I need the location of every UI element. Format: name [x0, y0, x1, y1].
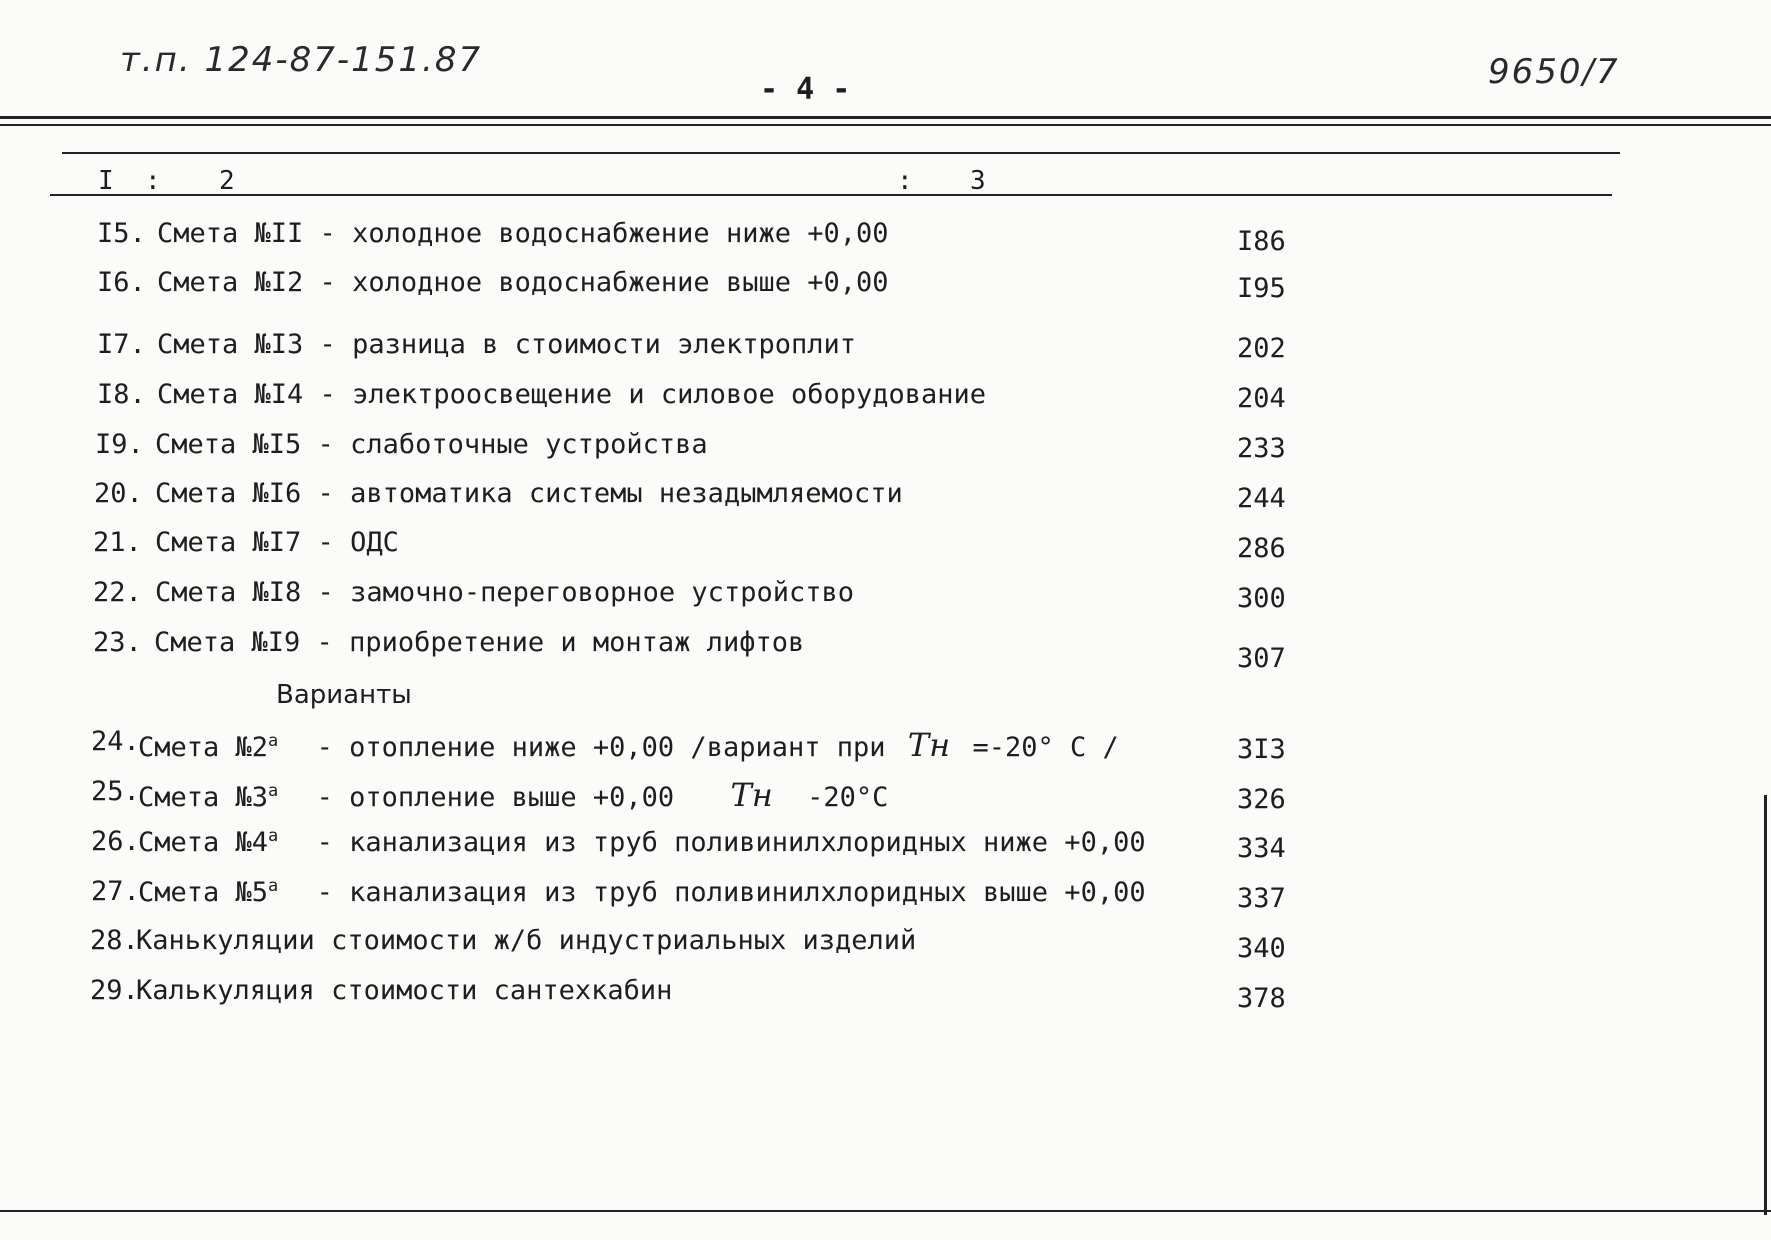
inventory-number: 9650/7 [1488, 52, 1620, 92]
item-title: Смета №I9 - приобретение и монтаж лифтов [154, 627, 805, 658]
item-page: I95 [1237, 273, 1286, 304]
item-number: 24. [91, 726, 140, 757]
item-title: Канькуляции стоимости ж/б индустриальных изделий [136, 925, 917, 956]
item-number: 22. [93, 577, 142, 608]
item-page: 300 [1237, 583, 1286, 614]
temperature-symbol: Tн [907, 726, 951, 764]
estimate-text: - канализация из труб поливинилхлоридных ниже +0,00 [316, 827, 1146, 858]
list-item [0, 267, 1771, 311]
item-title: Смета №I3 - разница в стоимости электроплит [157, 329, 856, 360]
list-item [0, 329, 1771, 373]
list-item [0, 527, 1771, 571]
column-separator: : [145, 166, 161, 196]
list-item [0, 627, 1771, 674]
item-number: 25. [91, 776, 140, 807]
column-header-rule [50, 194, 1612, 196]
item-title [138, 826, 1146, 858]
estimate-head: Смета №4 [138, 827, 269, 858]
page-number: - 4 - [760, 72, 851, 107]
list-item [0, 876, 1771, 920]
item-title: Смета №I7 - ОДС [155, 527, 399, 558]
estimate-head: Смета №2 [138, 732, 269, 763]
page-bottom-rule [0, 1210, 1771, 1212]
column-3-label: 3 [970, 166, 986, 196]
list-item [0, 975, 1771, 1019]
item-title: Смета №I4 - электроосвещение и силовое оборудование [157, 379, 987, 410]
list-item [0, 478, 1771, 522]
item-number: 26. [91, 826, 140, 857]
item-page: 202 [1237, 333, 1286, 364]
top-rule-double-2 [0, 124, 1771, 126]
superscript-a: а [268, 781, 279, 801]
list-item [0, 218, 1771, 262]
estimate-tail: =-20° С / [972, 732, 1119, 763]
column-separator: : [897, 166, 913, 196]
estimate-text: - отопление выше +0,00 [316, 782, 675, 813]
list-item [0, 379, 1771, 423]
list-item [0, 726, 1771, 770]
superscript-a: а [268, 826, 279, 846]
column-1-label: I [98, 166, 114, 196]
list-item [0, 925, 1771, 969]
estimate-tail: -20°С [807, 782, 889, 813]
list-item [0, 429, 1771, 473]
item-number: 20. [94, 478, 143, 509]
list-item [0, 776, 1771, 820]
item-number: I6. [97, 267, 146, 298]
item-page: 204 [1237, 383, 1286, 414]
item-page: 244 [1237, 483, 1286, 514]
item-page: 233 [1237, 433, 1286, 464]
item-number: 28. [90, 925, 139, 956]
item-title: Смета №I5 - слаботочные устройства [155, 429, 708, 460]
top-rule-double [0, 116, 1771, 119]
item-page: I86 [1237, 226, 1286, 257]
item-title: Смета №I8 - замочно-переговорное устройство [155, 577, 854, 608]
item-number: I8. [97, 379, 146, 410]
temperature-symbol: Tн [730, 776, 773, 814]
item-page: 378 [1237, 983, 1286, 1014]
item-number: I9. [95, 429, 144, 460]
estimate-text: - отопление ниже +0,00 /вариант при [316, 732, 886, 763]
item-page: 307 [1237, 643, 1286, 674]
item-page: 286 [1237, 533, 1286, 564]
table-top-rule [62, 152, 1620, 154]
list-item [0, 577, 1771, 621]
item-number: I7. [97, 329, 146, 360]
item-page: 326 [1237, 784, 1286, 815]
item-number: 21. [93, 527, 142, 558]
item-title: Смета №I2 - холодное водоснабжение выше +0,00 [157, 267, 889, 298]
item-page: 334 [1237, 833, 1286, 864]
item-number: 27. [91, 876, 140, 907]
item-title: Смета №I6 - автоматика системы незадымляемости [155, 478, 903, 509]
item-title: Калькуляция стоимости сантехкабин [136, 975, 673, 1006]
estimate-head: Смета №5 [138, 877, 269, 908]
item-page: 3I3 [1237, 734, 1286, 765]
item-page: 337 [1237, 883, 1286, 914]
item-title [138, 876, 1146, 908]
item-title [138, 776, 888, 814]
document-code: т.п. 124-87-151.87 [120, 40, 483, 80]
item-title [138, 726, 1119, 764]
superscript-a: а [268, 731, 279, 751]
estimate-head: Смета №3 [138, 782, 269, 813]
item-number: 23. [93, 627, 142, 658]
item-number: I5. [97, 218, 146, 249]
column-2-label: 2 [219, 166, 235, 196]
item-number: 29. [90, 975, 139, 1006]
variants-heading: Варианты [276, 680, 412, 710]
estimate-text: - канализация из труб поливинилхлоридных выше +0,00 [316, 877, 1146, 908]
superscript-a: а [268, 876, 279, 896]
item-page: 340 [1237, 933, 1286, 964]
item-title: Смета №II - холодное водоснабжение ниже +0,00 [157, 218, 889, 249]
list-item [0, 826, 1771, 870]
